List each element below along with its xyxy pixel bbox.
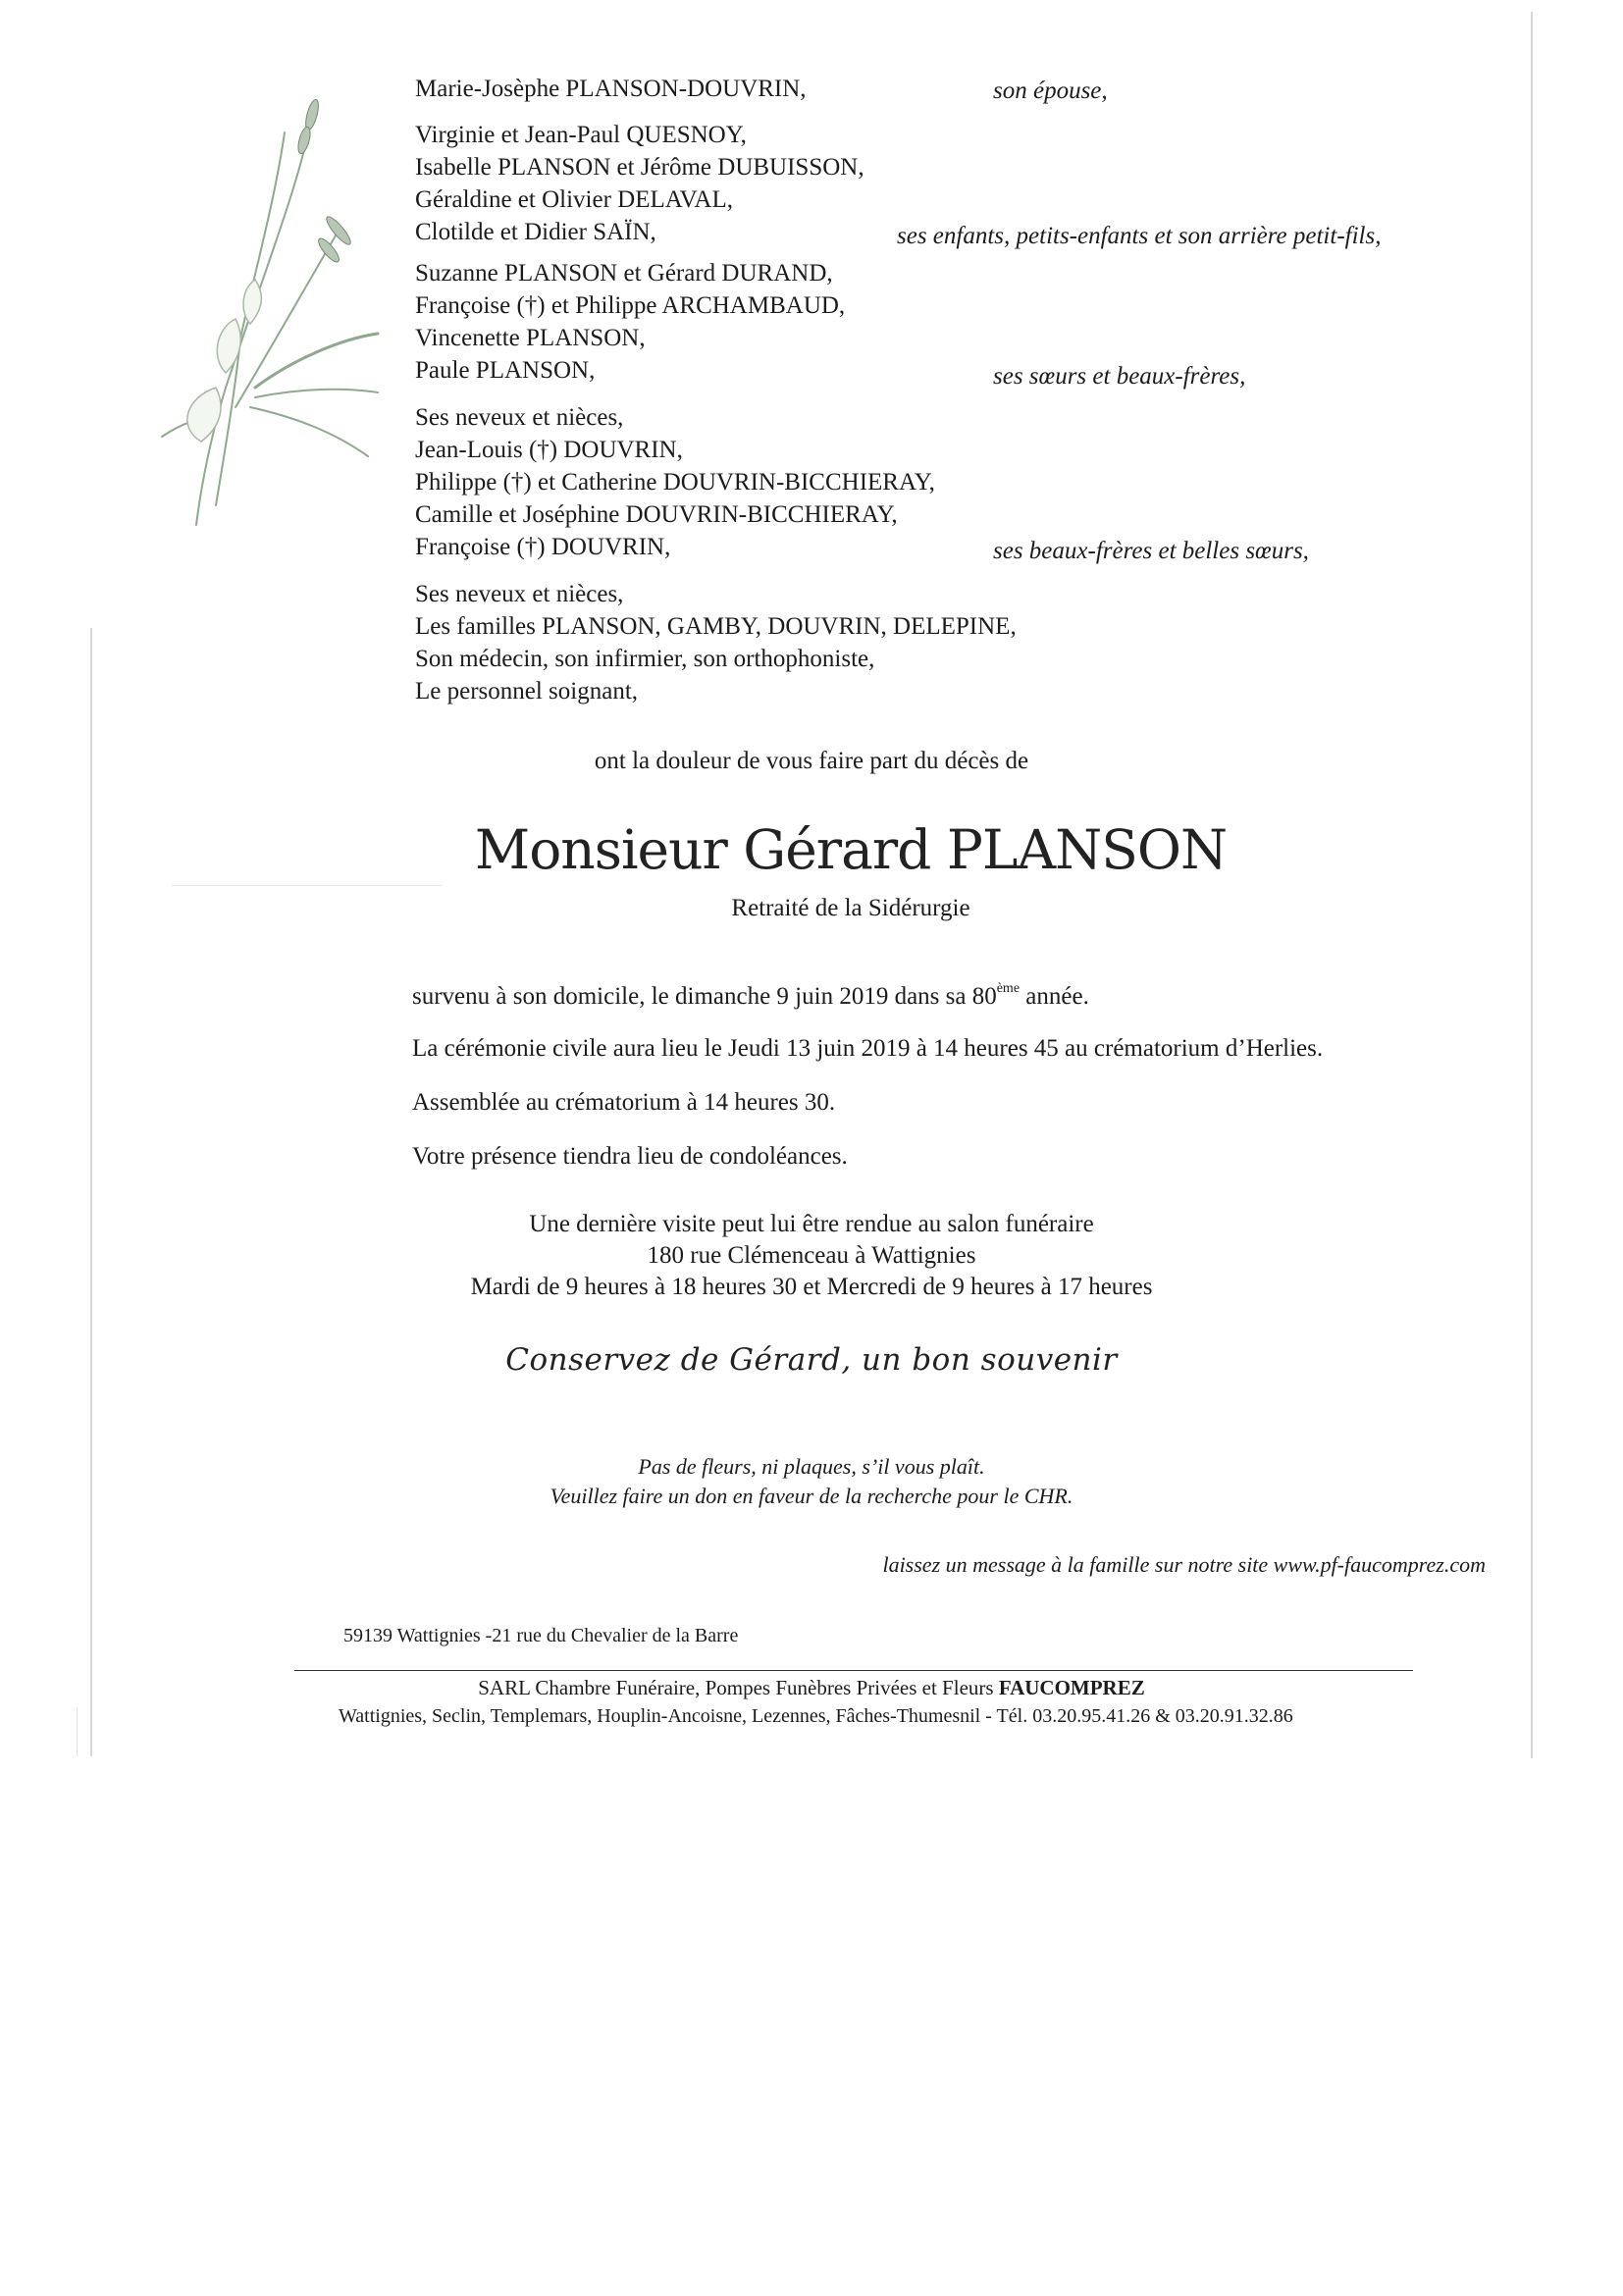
funeral-locations: Wattignies, Seclin, Templemars, Houplin-Ancoisne, Lezennes, Fâches-Thumesnil - Tél. 03.20.95.41.26 & 03.20.91.32.86 <box>339 1705 1293 1727</box>
relationship-label: ses sœurs et beaux-frères, <box>993 363 1246 390</box>
family-name: Ses neveux et nièces, <box>415 581 624 607</box>
family-name: Ses neveux et nièces, <box>415 404 624 431</box>
company-name: FAUCOMPREZ <box>998 1676 1145 1699</box>
family-name: Jean-Louis (†) DOUVRIN, <box>415 437 683 463</box>
relationship-label: ses enfants, petits-enfants et son arrière petit-fils, <box>897 223 1382 249</box>
visit-address: 180 rue Clémenceau à Wattignies <box>647 1242 976 1269</box>
visit-hours: Mardi de 9 heures à 18 heures 30 et Mercredi de 9 heures à 17 heures <box>470 1274 1153 1300</box>
visit-line: Une dernière visite peut lui être rendue au salon funéraire <box>529 1211 1094 1237</box>
family-name: Françoise (†) et Philippe ARCHAMBAUD, <box>415 292 846 319</box>
donation-note: Veuillez faire un don en faveur de la recherche pour le CHR. <box>550 1484 1073 1508</box>
deceased-name: Monsieur Gérard PLANSON <box>474 818 1228 881</box>
family-name: Suzanne PLANSON et Gérard DURAND, <box>415 260 833 287</box>
page-edge-left <box>90 628 92 1756</box>
family-name: Françoise (†) DOUVRIN, <box>415 534 671 560</box>
footer-divider <box>294 1670 1413 1671</box>
ceremony-info: La cérémonie civile aura lieu le Jeudi 13 juin 2019 à 14 heures 45 au crématorium d’Herlies. <box>412 1035 1324 1062</box>
relationship-label: son épouse, <box>993 78 1108 104</box>
relationship-label: ses beaux-frères et belles sœurs, <box>993 538 1309 564</box>
deceased-title: Retraité de la Sidérurgie <box>731 895 970 921</box>
family-name: Isabelle PLANSON et Jérôme DUBUISSON, <box>415 154 864 181</box>
family-name: Géraldine et Olivier DELAVAL, <box>415 186 733 213</box>
family-name: Son médecin, son infirmier, son orthophoniste, <box>415 646 875 672</box>
family-name: Le personnel soignant, <box>415 678 639 704</box>
family-name: Virginie et Jean-Paul QUESNOY, <box>415 122 747 148</box>
family-name: Les familles PLANSON, GAMBY, DOUVRIN, DELEPINE, <box>415 613 1017 640</box>
condolences-info: Votre présence tiendra lieu de condoléances. <box>412 1143 848 1170</box>
flowers-note: Pas de fleurs, ni plaques, s’il vous plaît. <box>638 1454 985 1479</box>
announcement-intro: ont la douleur de vous faire part du décès de <box>594 748 1029 774</box>
memorial-motto: Conservez de Gérard, un bon souvenir <box>505 1342 1118 1378</box>
family-name: Vincenette PLANSON, <box>415 325 646 351</box>
family-name: Marie-Josèphe PLANSON-DOUVRIN, <box>415 76 807 102</box>
funeral-company: SARL Chambre Funéraire, Pompes Funèbres Privées et Fleurs FAUCOMPREZ <box>478 1676 1145 1699</box>
family-name: Philippe (†) et Catherine DOUVRIN-BICCHIERAY, <box>415 469 935 496</box>
family-name: Paule PLANSON, <box>415 357 596 384</box>
wheat-lily-illustration <box>157 93 383 545</box>
faint-rule <box>172 885 442 886</box>
death-notice: survenu à son domicile, le dimanche 9 juin 2019 dans sa 80ème année. <box>412 981 1089 1010</box>
assembly-info: Assemblée au crématorium à 14 heures 30. <box>412 1089 836 1116</box>
funeral-home-address: 59139 Wattignies -21 rue du Chevalier de la Barre <box>343 1625 739 1646</box>
family-name: Clotilde et Didier SAÏN, <box>415 219 656 245</box>
website-note: laissez un message à la famille sur notre site www.pf-faucomprez.com <box>882 1552 1486 1577</box>
family-name: Camille et Joséphine DOUVRIN-BICCHIERAY, <box>415 501 898 528</box>
page-edge-mark <box>77 1707 78 1756</box>
